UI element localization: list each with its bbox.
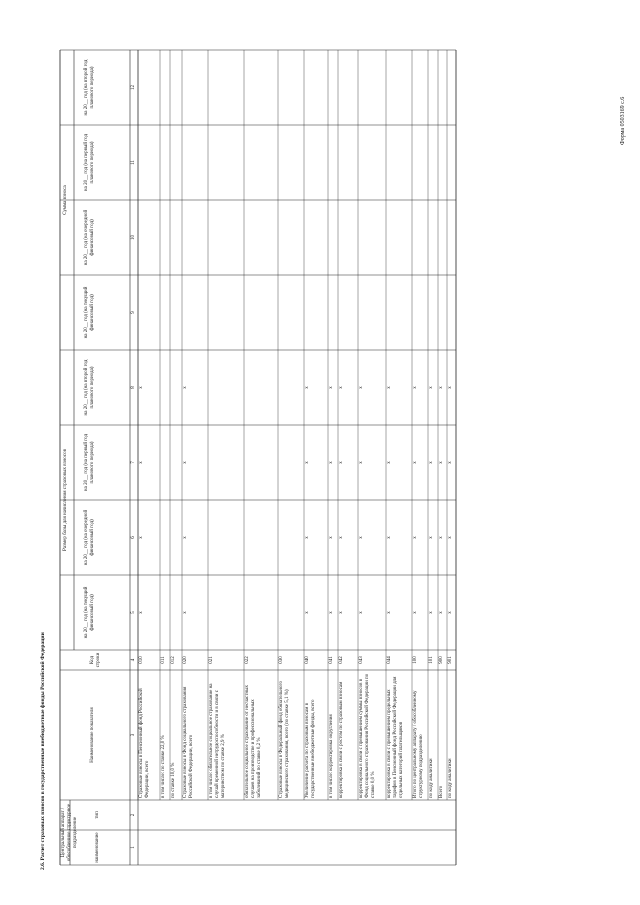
not-applicable-mark: x — [359, 461, 364, 464]
year-col-header: на 20__ год (на второй год планового периода) — [84, 359, 95, 416]
not-applicable-mark: x — [413, 461, 418, 464]
row-code: 101 — [429, 656, 434, 664]
not-applicable-mark: x — [339, 536, 344, 539]
year-col-header: на 20__ год (на второй год планового периода) — [84, 59, 95, 116]
not-applicable-mark: x — [387, 536, 392, 539]
not-applicable-mark: x — [448, 461, 453, 464]
group-base-header: Размер базы для начисления страховых взносов — [63, 449, 68, 551]
not-applicable-mark: x — [429, 461, 434, 464]
col-number: 10 — [131, 235, 136, 240]
col-type-header: тип — [95, 811, 100, 819]
form-code: Форма 0503169 с.6 — [620, 96, 626, 145]
indicator-name: Страховые взносы в Фонд социального страхования Российской Федерации, всего — [183, 686, 194, 798]
row-code: 040 — [305, 656, 310, 664]
not-applicable-mark: x — [413, 611, 418, 614]
indicator-name: по ставке 10,0 % — [171, 762, 176, 798]
not-applicable-mark: x — [339, 461, 344, 464]
indicator-name: в том числе: по ставке 22,0 % — [161, 735, 166, 798]
table-caption: 2.6. Расчет страховых взносов в государственные внебюджетные фонды Российской Федерации — [40, 632, 46, 870]
not-applicable-mark: x — [183, 461, 188, 464]
not-applicable-mark: x — [448, 386, 453, 389]
year-col-header: на 20__ год (на очередной финансовый год) — [84, 509, 95, 566]
row-code: 010 — [139, 656, 144, 664]
not-applicable-mark: x — [387, 461, 392, 464]
not-applicable-mark: x — [359, 386, 364, 389]
indicator-name: корректировка в связи с превышением предельных тарифов в Пенсионный фонд Российской Федерации для отдельных категорий плательщиков — [387, 676, 404, 798]
row-code: 041 — [329, 656, 334, 664]
not-applicable-mark: x — [429, 611, 434, 614]
not-applicable-mark: x — [305, 386, 310, 389]
row-code: 020 — [183, 656, 188, 664]
not-applicable-mark: x — [359, 611, 364, 614]
indicator-name: Итого по центральному аппарату / обособленному структурному подразделению — [413, 690, 424, 798]
not-applicable-mark: x — [305, 611, 310, 614]
row-code: 044 — [387, 656, 392, 664]
col-number: 3 — [131, 733, 136, 737]
year-col-header: на 20__ год (на первый год планового периода) — [84, 433, 95, 492]
col-number: 2 — [131, 813, 136, 817]
not-applicable-mark: x — [339, 611, 344, 614]
year-col-header: на 20__ год (на текущий финансовый год) — [84, 586, 95, 639]
not-applicable-mark: x — [387, 386, 392, 389]
not-applicable-mark: x — [183, 611, 188, 614]
not-applicable-mark: x — [339, 386, 344, 389]
not-applicable-mark: x — [448, 611, 453, 614]
group-sum-header: Сумма взноса — [63, 185, 68, 215]
row-code: 030 — [279, 656, 284, 664]
indicator-name: в том числе: обязательное социальное страхование на случай временной нетрудоспособности и в связи с материнством по ставке 2,9 % — [209, 683, 226, 798]
col-indicator-header: Наименование показателя — [90, 707, 95, 763]
row-code: 021 — [209, 656, 214, 664]
indicator-name: Страховые взносы в Пенсионный фонд Российской Федерации, всего — [139, 688, 150, 798]
not-applicable-mark: x — [448, 536, 453, 539]
not-applicable-mark: x — [139, 536, 144, 539]
indicator-name: корректировка в связи с превышением суммы взносов в Фонд социального страхования Российской Федерации по ставке 0,0 % — [359, 673, 376, 798]
col-number: 7 — [131, 461, 136, 464]
col-number: 11 — [131, 160, 136, 165]
col-code-header: Код строки — [90, 652, 101, 668]
not-applicable-mark: x — [139, 386, 144, 389]
row-code: 011 — [161, 656, 166, 664]
col-number: 9 — [131, 311, 136, 314]
not-applicable-mark: x — [183, 536, 188, 539]
row-code: 042 — [339, 656, 344, 664]
not-applicable-mark: x — [329, 386, 334, 389]
not-applicable-mark: x — [413, 386, 418, 389]
not-applicable-mark: x — [183, 386, 188, 389]
col-number: 8 — [131, 386, 136, 389]
indicator-name: обязательное социальное страхование от несчастных случаев на производстве и профессиональных заболеваний по ставке 0,2 % — [245, 685, 262, 798]
not-applicable-mark: x — [305, 461, 310, 464]
year-col-header: на 20__ год (на очередной финансовый год) — [84, 209, 95, 266]
not-applicable-mark: x — [387, 611, 392, 614]
row-code: 900 — [439, 656, 444, 664]
indicator-name: в том числе: корректировка округления — [329, 714, 334, 798]
not-applicable-mark: x — [439, 386, 444, 389]
year-col-header: на 20__ год (на первый год планового периода) — [84, 133, 95, 192]
not-applicable-mark: x — [139, 461, 144, 464]
not-applicable-mark: x — [413, 536, 418, 539]
row-code: 043 — [359, 656, 364, 664]
indicator-name: по коду аналитики — [429, 758, 434, 798]
not-applicable-mark: x — [439, 461, 444, 464]
row-code: 022 — [245, 656, 250, 664]
not-applicable-mark: x — [329, 611, 334, 614]
not-applicable-mark: x — [429, 386, 434, 389]
row-code: 901 — [448, 656, 453, 664]
not-applicable-mark: x — [359, 536, 364, 539]
row-code: 012 — [171, 656, 176, 664]
col-number: 4 — [131, 658, 136, 662]
col-name-header: наименование — [95, 832, 100, 863]
col-number: 12 — [131, 85, 136, 90]
col-number: 1 — [131, 846, 136, 849]
org-group-header: Центральный аппарат / обособленное структурное подразделение — [61, 803, 78, 862]
indicator-name: Всего — [439, 785, 444, 798]
not-applicable-mark: x — [139, 611, 144, 614]
not-applicable-mark: x — [439, 611, 444, 614]
not-applicable-mark: x — [329, 461, 334, 464]
indicator-name: корректировка в связи с ростом по страховым взносам — [339, 681, 344, 798]
row-code: 100 — [413, 656, 418, 664]
not-applicable-mark: x — [429, 536, 434, 539]
indicator-name: по коду аналитики — [448, 758, 453, 798]
col-number: 5 — [131, 611, 136, 614]
indicator-name: Увеличение расчета по страховым взносам в государственные внебюджетные фонды, всего — [305, 699, 316, 798]
not-applicable-mark: x — [305, 536, 310, 539]
year-col-header: на 20__ год (на текущий финансовый год) — [84, 286, 95, 339]
not-applicable-mark: x — [439, 536, 444, 539]
indicator-name: Страховые взносы в Федеральный фонд обязательного медицинского страхования, всего (по ставке 5,1 %) — [279, 681, 290, 798]
not-applicable-mark: x — [329, 536, 334, 539]
col-number: 6 — [131, 536, 136, 539]
